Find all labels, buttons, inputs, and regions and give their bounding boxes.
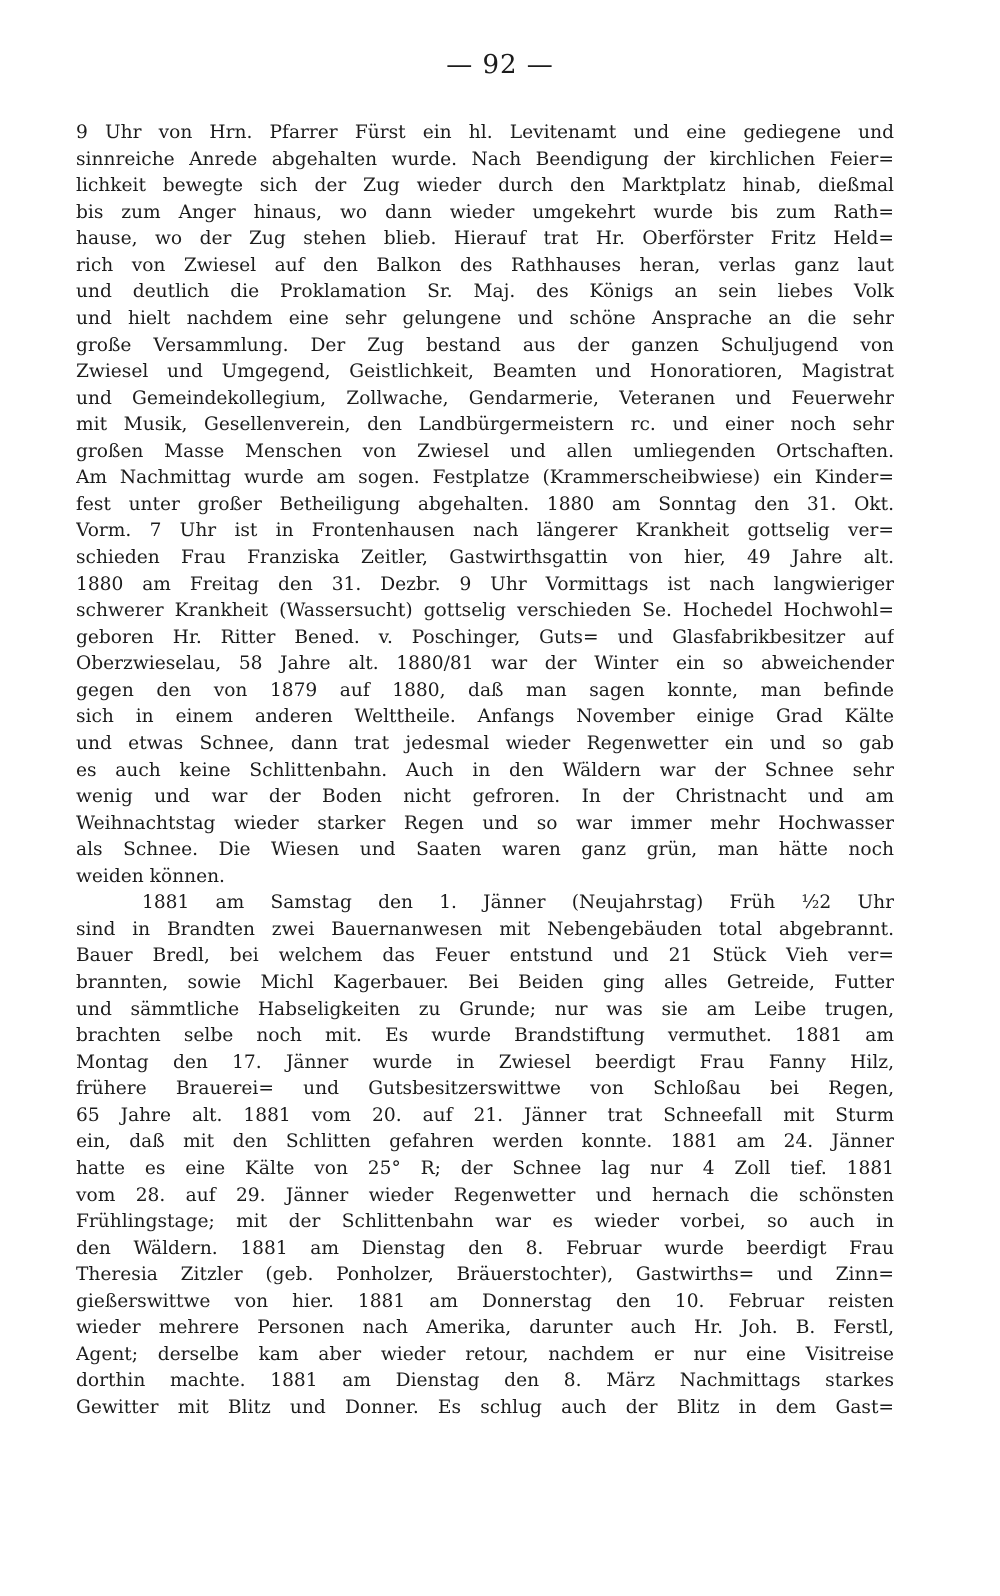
text-line: Frühlingstage; mit der Schlittenbahn war es wieder vorbei, so auch in (76, 1211, 894, 1233)
text-line: Zwiesel und Umgegend, Geistlichkeit, Beamten und Honoratioren, Magistrat (76, 361, 894, 383)
text-line: und etwas Schnee, dann trat jedesmal wieder Regenwetter ein und so gab (76, 732, 894, 754)
text-line: ein, daß mit den Schlitten gefahren werden konnte. 1881 am 24. Jänner (76, 1131, 894, 1153)
page-number-header: — 92 — (446, 50, 554, 80)
text-line: sinnreiche Anrede abgehalten wurde. Nach Beendigung der kirchlichen Feier= (76, 148, 894, 170)
text-line: rich von Zwiesel auf den Balkon des Rathhauses heran, verlas ganz laut (76, 254, 894, 276)
text-line: wenig und war der Boden nicht gefroren. In der Christnacht und am (76, 786, 894, 808)
text-line: große Versammlung. Der Zug bestand aus der ganzen Schuljugend von (76, 334, 894, 356)
text-line: frühere Brauerei= und Gutsbesitzerswittwe von Schloßau bei Regen, (76, 1078, 894, 1100)
text-line: den Wäldern. 1881 am Dienstag den 8. Februar wurde beerdigt Frau (76, 1237, 894, 1259)
text-line: gegen den von 1879 auf 1880, daß man sagen konnte, man befinde (76, 679, 894, 701)
text-line: 1881 am Samstag den 1. Jänner (Neujahrstag) Früh ½2 Uhr (142, 892, 894, 914)
text-line: Gewitter mit Blitz und Donner. Es schlug auch der Blitz in dem Gast= (76, 1397, 894, 1418)
text-line: Montag den 17. Jänner wurde in Zwiesel beerdigt Frau Fanny Hilz, (76, 1051, 894, 1073)
text-line: Weihnachtstag wieder starker Regen und so war immer mehr Hochwasser (76, 812, 894, 834)
text-line: 65 Jahre alt. 1881 vom 20. auf 21. Jänner trat Schneefall mit Sturm (76, 1104, 894, 1126)
text-line: Oberzwieselau, 58 Jahre alt. 1880/81 war der Winter ein so abweichender (76, 653, 894, 675)
text-line: brannten, sowie Michl Kagerbauer. Bei Beiden ging alles Getreide, Futter (76, 972, 894, 993)
text-line: hatte es eine Kälte von 25° R; der Schnee lag nur 4 Zoll tief. 1881 (76, 1157, 894, 1179)
text-line: hause, wo der Zug stehen blieb. Hierauf trat Hr. Oberförster Fritz Held= (76, 228, 894, 250)
body-text (76, 120, 894, 1422)
text-line: und sämmtliche Habseligkeiten zu Grunde; nur was sie am Leibe trugen, (76, 998, 894, 1020)
text-line: und Gemeindekollegium, Zollwache, Gendarmerie, Veteranen und Feuerwehr (76, 387, 894, 409)
text-line: geboren Hr. Ritter Bened. v. Poschinger, Guts= und Glasfabrikbesitzer auf (76, 626, 894, 648)
text-line: sich in einem anderen Welttheile. Anfangs November einige Grad Kälte (76, 706, 894, 728)
text-line: Agent; derselbe kam aber wieder retour, nachdem er nur eine Visitreise (76, 1343, 894, 1365)
text-line: und deutlich die Proklamation Sr. Maj. des Königs an sein liebes Volk (76, 281, 894, 303)
text-line: gießerswittwe von hier. 1881 am Donnerstag den 10. Februar reisten (76, 1290, 894, 1312)
text-line: mit Musik, Gesellenverein, den Landbürgermeistern rc. und einer noch sehr (76, 414, 894, 436)
text-line: dorthin machte. 1881 am Dienstag den 8. März Nachmittags starkes (76, 1370, 894, 1392)
text-line: weiden können. (76, 865, 225, 887)
text-line: bis zum Anger hinaus, wo dann wieder umgekehrt wurde bis zum Rath= (76, 201, 894, 223)
text-line: fest unter großer Betheiligung abgehalten. 1880 am Sonntag den 31. Okt. (76, 493, 894, 515)
text-line: Vorm. 7 Uhr ist in Frontenhausen nach längerer Krankheit gottselig ver= (76, 520, 894, 542)
text-line: 9 Uhr von Hrn. Pfarrer Fürst ein hl. Levitenamt und eine gediegene und (76, 122, 894, 143)
text-line: als Schnee. Die Wiesen und Saaten waren ganz grün, man hätte noch (76, 839, 894, 861)
text-line: wieder mehrere Personen nach Amerika, darunter auch Hr. Joh. B. Ferstl, (76, 1317, 894, 1339)
text-line: vom 28. auf 29. Jänner wieder Regenwetter und hernach die schönsten (76, 1184, 894, 1206)
text-line: schieden Frau Franziska Zeitler, Gastwirthsgattin von hier, 49 Jahre alt. (76, 547, 894, 568)
text-line: und hielt nachdem eine sehr gelungene und schöne Ansprache an die sehr (76, 307, 894, 329)
text-line: es auch keine Schlittenbahn. Auch in den Wäldern war der Schnee sehr (76, 759, 894, 781)
text-line: 1880 am Freitag den 31. Dezbr. 9 Uhr Vormittags ist nach langwieriger (76, 573, 894, 595)
text-line: lichkeit bewegte sich der Zug wieder durch den Marktplatz hinab, dießmal (76, 175, 894, 197)
text-line: schwerer Krankheit (Wassersucht) gottselig verschieden Se. Hochedel Hochwohl= (76, 600, 894, 622)
text-line: Theresia Zitzler (geb. Ponholzer, Bräuerstochter), Gastwirths= und Zinn= (76, 1264, 894, 1286)
text-line: sind in Brandten zwei Bauernanwesen mit Nebengebäuden total abgebrannt. (76, 918, 894, 940)
text-line: großen Masse Menschen von Zwiesel und allen umliegenden Ortschaften. (76, 440, 894, 462)
text-line: Am Nachmittag wurde am sogen. Festplatze (Krammerscheibwiese) ein Kinder= (76, 467, 894, 489)
text-line: brachten selbe noch mit. Es wurde Brandstiftung vermuthet. 1881 am (76, 1025, 894, 1047)
text-line: Bauer Bredl, bei welchem das Feuer entstund und 21 Stück Vieh ver= (76, 945, 894, 967)
